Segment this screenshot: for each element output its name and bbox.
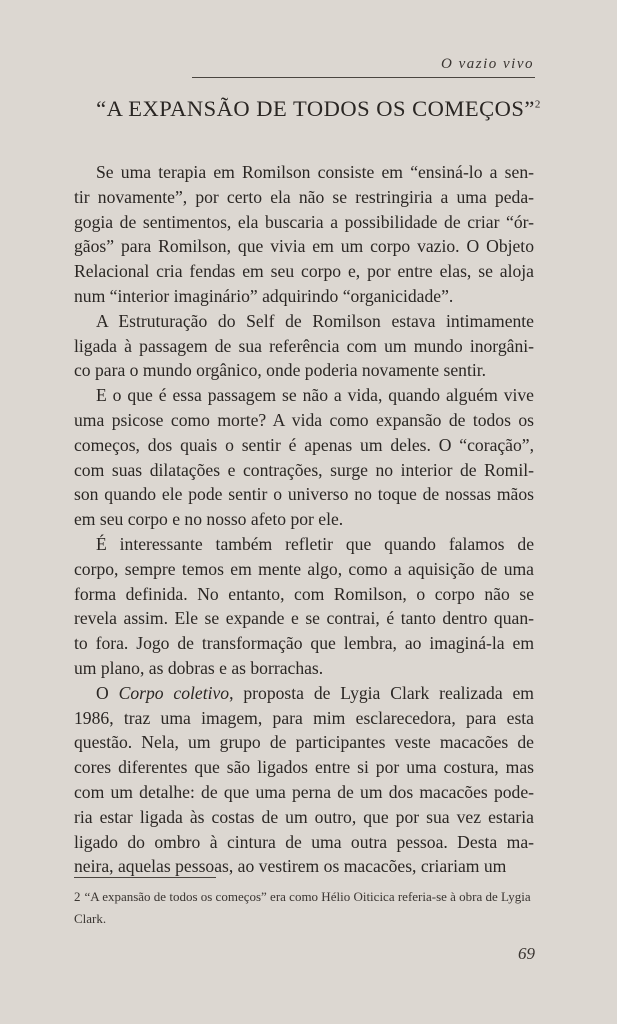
text-line: questão. Nela, um grupo de participantes veste macacões de: [74, 732, 534, 753]
text-line: forma definida. No entanto, com Romilson, o corpo não se: [74, 583, 534, 604]
text-line: cores diferentes que são ligados entre si por uma costura, mas: [74, 757, 534, 778]
text-line: corpo, sempre temos em mente algo, como a aquisição de uma: [74, 558, 534, 579]
text-line: Relacional cria fendas em seu corpo e, por entre elas, se aloja: [74, 261, 534, 282]
text-line: gogia de sentimentos, ela buscaria a possibilidade de criar “ór-: [74, 211, 534, 232]
paragraph-4: [74, 532, 534, 681]
text-line: ligado do ombro à cintura de uma outra pessoa. Desta ma-: [74, 831, 534, 852]
text-line: to fora. Jogo de transformação que lembra, ao imaginá-la em: [74, 633, 534, 654]
text-line: gãos” para Romilson, que vivia em um corpo vazio. O Objeto: [74, 236, 534, 257]
chapter-title-text: “A EXPANSÃO DE TODOS OS COMEÇOS”: [96, 96, 535, 121]
footnote-number: 2: [74, 889, 81, 904]
text-line: com um detalhe: de que uma perna de um dos macacões pode-: [74, 781, 534, 802]
footnote-text: “A expansão de todos os começos” era como Hélio Oiticica referia-se à obra de Lygia Clark.: [74, 889, 531, 926]
text-line: num “interior imaginário” adquirindo “organicidade”.: [74, 285, 454, 306]
paragraph-3: [74, 383, 534, 532]
footnote: [74, 886, 536, 930]
text-line: uma psicose como morte? A vida como expansão de todos os: [74, 409, 534, 430]
text-line: Se uma terapia em Romilson consiste em “ensiná-lo a sen-: [96, 162, 534, 182]
text-line: A Estruturação do Self de Romilson estava intimamente: [96, 310, 534, 331]
text-line: começos, dos quais o sentir é apenas um deles. O “coração”,: [74, 434, 534, 455]
text-line: revela assim. Ele se expande e se contrai, é tanto dentro quan-: [74, 608, 534, 629]
page-number: 69: [518, 944, 535, 963]
paragraph-2: [74, 309, 534, 383]
paragraph-1: [74, 160, 534, 309]
body-text: [74, 160, 534, 879]
text-line: tir novamente”, por certo ela não se restringiria a uma peda-: [74, 186, 534, 207]
text-line: um plano, as dobras e as borrachas.: [74, 657, 324, 678]
text-line: ligada à passagem de sua referência com um mundo inorgâni-: [74, 335, 534, 356]
text-line: son quando ele pode sentir o universo no toque de nossas mãos: [74, 484, 534, 505]
running-head: O vazio vivo: [441, 56, 534, 72]
chapter-title: [0, 96, 617, 122]
text-line: E o que é essa passagem se não a vida, quando alguém vive: [96, 385, 534, 406]
text-line: em seu corpo e no nosso afeto por ele.: [74, 509, 344, 530]
italic-title: Corpo coletivo: [118, 682, 230, 703]
paragraph-5: [74, 681, 534, 879]
footnote-rule: [74, 877, 216, 878]
title-footnote-marker: 2: [534, 98, 541, 111]
text-line: É interessante também refletir que quando falamos de: [96, 533, 534, 554]
text-line: 1986, traz uma imagem, para mim esclarecedora, para esta: [74, 707, 534, 728]
header-rule: [192, 77, 535, 78]
text-line: neira, aquelas pessoas, ao vestirem os macacões, criariam um: [74, 856, 507, 877]
text-line: ria estar ligada às costas de um outro, que por sua vez estaria: [74, 806, 534, 827]
text-line: com suas dilatações e contrações, surge no interior de Romil-: [74, 459, 534, 480]
text-line: co para o mundo orgânico, onde poderia novamente sentir.: [74, 360, 487, 381]
text-line: O Corpo coletivo, proposta de Lygia Clark realizada em: [96, 682, 534, 703]
